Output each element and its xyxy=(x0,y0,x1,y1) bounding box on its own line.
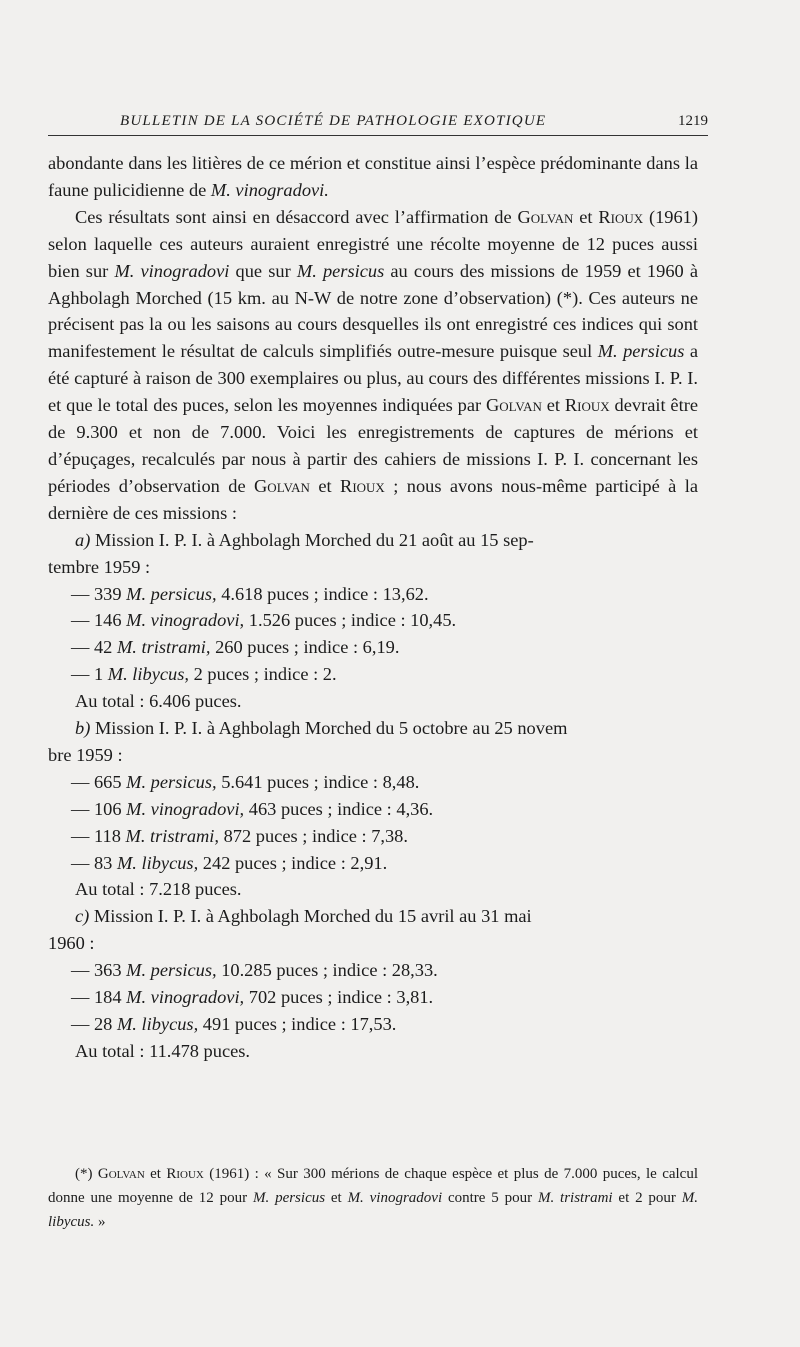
capture-row xyxy=(48,634,698,661)
capture-detail: 872 puces ; indice : 7,38. xyxy=(219,825,408,846)
capture-count: — 1 xyxy=(71,664,108,685)
mission-total: Au total : 6.406 puces. xyxy=(75,691,242,712)
capture-detail: 463 puces ; indice : 4,36. xyxy=(244,798,434,819)
capture-count: — 42 xyxy=(71,637,117,658)
body-text xyxy=(48,150,698,1065)
paragraph-continuation xyxy=(48,150,698,204)
mission-heading xyxy=(48,527,698,581)
capture-row xyxy=(48,661,698,688)
mission-total: Au total : 11.478 puces. xyxy=(75,1040,251,1061)
mission-block xyxy=(48,715,698,903)
mission-heading-text: Mission I. P. I. à Aghbolagh Morched du 21 août au 15 sep- xyxy=(94,529,534,550)
text-run: et xyxy=(541,395,565,416)
capture-detail: 4.618 puces ; indice : 13,62. xyxy=(216,583,429,604)
capture-count: — 118 xyxy=(71,825,126,846)
species-name: M. libycus, xyxy=(116,852,199,873)
mission-label: a) xyxy=(75,529,91,550)
text-run: ; nous avons nous-même participé à la dernière de ces missions : xyxy=(48,475,699,523)
text-run: et 2 pour xyxy=(612,1190,682,1206)
capture-count: — 665 xyxy=(71,771,127,792)
capture-row xyxy=(48,1011,698,1038)
species-name: M. libycus, xyxy=(116,1014,199,1034)
footnote xyxy=(48,1162,698,1234)
author-name: Golvan xyxy=(254,475,310,496)
capture-detail: 2 puces ; indice : 2. xyxy=(189,664,337,685)
capture-detail: 260 puces ; indice : 6,19. xyxy=(210,637,400,658)
species-name: M. vinogradovi xyxy=(114,260,230,281)
paragraph-text: abondante dans les litières de ce mérion et constitue ainsi l’espèce prédominante dans la faune pulicidienne de xyxy=(48,153,698,200)
species-name: M. vinogradovi, xyxy=(126,798,245,819)
paragraph-golvan-rioux xyxy=(48,204,698,527)
text-run: et xyxy=(325,1190,348,1206)
capture-row xyxy=(48,850,698,877)
mission-list xyxy=(48,527,698,1065)
capture-detail: 242 puces ; indice : 2,91. xyxy=(198,852,388,873)
species-name: M. vinogradovi, xyxy=(126,610,245,631)
species-name: M. vinogradovi. xyxy=(210,179,329,200)
species-name: M. tristrami xyxy=(537,1190,613,1206)
text-run: » xyxy=(94,1214,106,1230)
species-name: M. persicus, xyxy=(126,583,217,604)
mission-block xyxy=(48,903,698,1064)
capture-detail: 1.526 puces ; indice : 10,45. xyxy=(244,610,457,631)
text-run: et xyxy=(573,206,599,227)
page-number: 1219 xyxy=(678,113,708,129)
species-name: M. persicus xyxy=(597,341,685,362)
capture-detail: 10.285 puces ; indice : 28,33. xyxy=(216,960,438,981)
capture-count: — 339 xyxy=(71,583,127,604)
text-run: et xyxy=(309,475,341,496)
text-run: (*) xyxy=(75,1166,98,1182)
mission-heading-text: Mission I. P. I. à Aghbolagh Morched du 5 octobre au 25 novem xyxy=(94,718,568,739)
text-run: Ces résultats sont ainsi en désaccord avec l’affirmation de xyxy=(75,206,518,227)
species-name: M. libycus, xyxy=(107,664,189,685)
species-name: M. libycus. xyxy=(48,1190,698,1230)
text-run: que sur xyxy=(229,260,297,281)
species-name: M. vinogradovi xyxy=(347,1190,443,1206)
capture-row xyxy=(48,769,698,796)
author-name: Rioux xyxy=(166,1166,204,1182)
mission-block xyxy=(48,527,698,715)
mission-label: b) xyxy=(75,718,91,739)
author-name: Golvan xyxy=(97,1166,145,1182)
author-name: Golvan xyxy=(517,206,574,227)
mission-heading-text: tembre 1959 : xyxy=(48,556,151,577)
species-name: M. persicus, xyxy=(126,771,217,792)
mission-label: c) xyxy=(75,906,90,927)
capture-row xyxy=(48,823,698,850)
capture-row xyxy=(48,607,698,634)
running-header xyxy=(48,111,708,136)
species-name: M. tristrami, xyxy=(116,637,211,658)
mission-heading xyxy=(48,715,698,769)
capture-detail: 702 puces ; indice : 3,81. xyxy=(244,987,434,1008)
author-name: Rioux xyxy=(598,206,644,227)
species-name: M. tristrami, xyxy=(125,825,219,846)
capture-row xyxy=(48,957,698,984)
capture-count: — 83 xyxy=(71,852,117,873)
author-name: Golvan xyxy=(485,395,542,416)
capture-row xyxy=(48,796,698,823)
text-run: au cours des missions de 1959 et 1960 à Aghbolagh Morched (15 km. au N-W de notre zone d’observation) (*). Ces auteurs ne précisent pas la ou les saisons au cours desquelles ils ont enregistré ces indices qui sont manifestement le résultat de calculs simplifiés outre-mesure puisque seul xyxy=(48,260,699,362)
capture-count: — 106 xyxy=(71,798,127,819)
capture-detail: 491 puces ; indice : 17,53. xyxy=(198,1014,397,1034)
capture-count: — 146 xyxy=(71,610,127,631)
capture-count: — 28 xyxy=(71,1014,117,1034)
capture-count: — 184 xyxy=(71,987,127,1008)
text-run: a été capturé à raison de 300 exemplaires ou plus, au cours des différentes missions I. P. I. et que le total des puces, selon les moyennes indiquées par xyxy=(48,341,699,416)
species-name: M. persicus, xyxy=(126,960,217,981)
mission-heading-text: 1960 : xyxy=(48,933,95,954)
capture-count: — 363 xyxy=(71,960,127,981)
text-run: et xyxy=(144,1166,167,1182)
mission-heading-text: Mission I. P. I. à Aghbolagh Morched du 15 avril au 31 mai xyxy=(93,906,532,927)
text-run: (1961) selon laquelle ces auteurs auraient enregistré une récolte moyenne de 12 puces aussi bien sur xyxy=(48,206,699,281)
capture-row xyxy=(48,984,698,1011)
species-name: M. persicus xyxy=(252,1190,326,1206)
capture-detail: 5.641 puces ; indice : 8,48. xyxy=(216,771,420,792)
text-run: contre 5 pour xyxy=(442,1190,538,1206)
footnote-text xyxy=(48,1162,698,1234)
species-name: M. vinogradovi, xyxy=(126,987,245,1008)
mission-heading-text: bre 1959 : xyxy=(48,744,123,765)
author-name: Rioux xyxy=(340,475,385,496)
author-name: Rioux xyxy=(564,395,610,416)
running-title: BULLETIN DE LA SOCIÉTÉ DE PATHOLOGIE EXOTIQUE xyxy=(120,113,547,129)
text-run: (1961) : « Sur 300 mérions de chaque espèce et plus de 7.000 puces, le calcul donne une moyenne de 12 pour xyxy=(48,1166,699,1206)
mission-total: Au total : 7.218 puces. xyxy=(75,879,242,900)
text-run: devrait être de 9.300 et non de 7.000. Voici les enregistrements de captures de mérions et d’épuçages, recalculés par nous à partir des cahiers de missions I. P. I. concernant les périodes d’observation de xyxy=(48,395,698,496)
mission-heading xyxy=(48,903,698,957)
capture-row xyxy=(48,581,698,608)
species-name: M. persicus xyxy=(296,260,385,281)
